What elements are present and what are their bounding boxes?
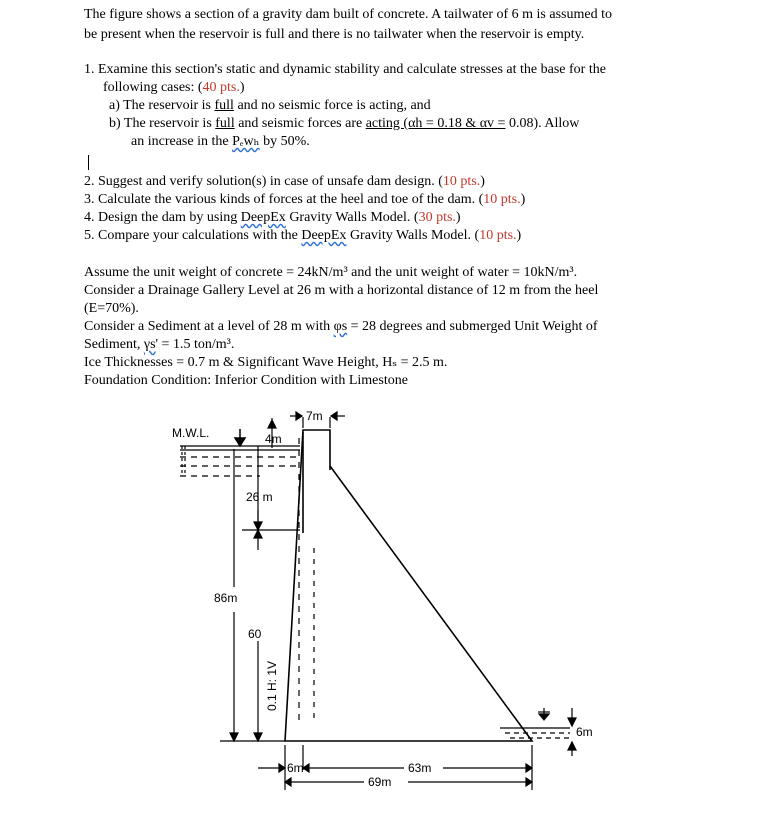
task-1a-underlined: full (214, 98, 234, 113)
sediment-gamma: γs (143, 337, 156, 352)
task-4-points: 30 pts. (418, 210, 456, 225)
task-1b-mid: and seismic forces are (234, 116, 366, 131)
task-5-mid: Gravity Walls Model. ( (346, 228, 480, 243)
sediment-rest: = 28 degrees and submerged Unit Weight of (347, 319, 598, 334)
assumption-foundation: Foundation Condition: Inferior Condition with Limestone (84, 373, 408, 388)
total-height-label: 86m (214, 591, 238, 605)
heel-offset-label: 6m (287, 761, 304, 775)
task-1b-line2-text: an increase in the (131, 134, 233, 149)
task-1b-rest: 0.08). Allow (505, 116, 580, 131)
dam-body (285, 430, 532, 741)
task-5-close: ) (516, 228, 522, 243)
task-1b-text: b) The reservoir is (109, 116, 216, 131)
freeboard-label: 4m (265, 432, 282, 446)
upstream-height-label: 60 (248, 627, 262, 641)
toe-length-label: 63m (408, 761, 432, 775)
intro-line-2: be present when the reservoir is full and there is no tailwater when the reservoir is empty. (84, 27, 585, 42)
assumption-efficiency: (E=70%). (84, 301, 139, 316)
task-1a-rest: and no seismic force is acting, and (233, 98, 431, 113)
task-5-text: 5. Compare your calculations with the (84, 228, 302, 243)
reservoir-water (180, 446, 300, 476)
task-1-close: ) (239, 80, 245, 95)
tailwater-label: 6m (576, 725, 593, 739)
task-2-points: 10 pts. (442, 174, 481, 189)
task-1b-pewh: Pₑwₕ (232, 134, 260, 149)
gallery-height-label: 26 m (246, 490, 273, 504)
task-1-line-1: 1. Examine this section's static and dynamic stability and calculate stresses at the base for the (84, 62, 606, 77)
assumption-gallery: Consider a Drainage Gallery Level at 26 m with a horizontal distance of 12 m from the heel (84, 283, 599, 298)
task-5-points: 10 pts. (479, 228, 517, 243)
task-1b-line2-rest: by 50%. (259, 134, 310, 149)
intro-line-1: The figure shows a section of a gravity dam built of concrete. A tailwater of 6 m is assumed to (84, 7, 612, 22)
task-2-close: ) (480, 174, 485, 189)
mwl-label: M.W.L. (172, 426, 210, 440)
task-1a-text: a) The reservoir is (109, 98, 215, 113)
task-5-deepex: DeepEx (301, 228, 347, 243)
task-1-points: 40 pts. (202, 80, 240, 95)
assumption-unit-weights: Assume the unit weight of concrete = 24kN/m³ and the unit weight of water = 10kN/m³. (84, 265, 578, 280)
sediment-phi: φs (333, 319, 348, 334)
task-1b-underlined-2: acting (αh = 0.18 & αv = (365, 116, 506, 131)
task-3-points: 10 pts. (483, 192, 521, 207)
sediment-weight-rest: ' = 1.5 ton/m³. (155, 337, 235, 352)
task-4-mid: Gravity Walls Model. ( (285, 210, 419, 225)
task-3-close: ) (520, 192, 526, 207)
slope-label: 0.1 H: 1V (265, 660, 279, 711)
task-4-close: ) (455, 210, 461, 225)
assumption-ice-wave: Ice Thicknesses = 0.7 m & Significant Wave Height, Hₛ = 2.5 m. (84, 355, 448, 370)
task-1b-underlined-1: full (215, 116, 235, 131)
crest-width-label: 7m (306, 409, 323, 423)
sediment-text: Consider a Sediment at a level of 28 m with (84, 319, 334, 334)
base-width-label: 69m (368, 775, 392, 789)
task-4-deepex: DeepEx (240, 210, 286, 225)
task-1-text: following cases: ( (103, 80, 203, 95)
task-3-text: 3. Calculate the various kinds of forces at the heel and toe of the dam. ( (84, 192, 484, 207)
task-4-text: 4. Design the dam by using (84, 210, 241, 225)
task-2-text: 2. Suggest and verify solution(s) in case of unsafe dam design. ( (84, 174, 443, 189)
sediment-weight-text: Sediment, (84, 337, 144, 352)
